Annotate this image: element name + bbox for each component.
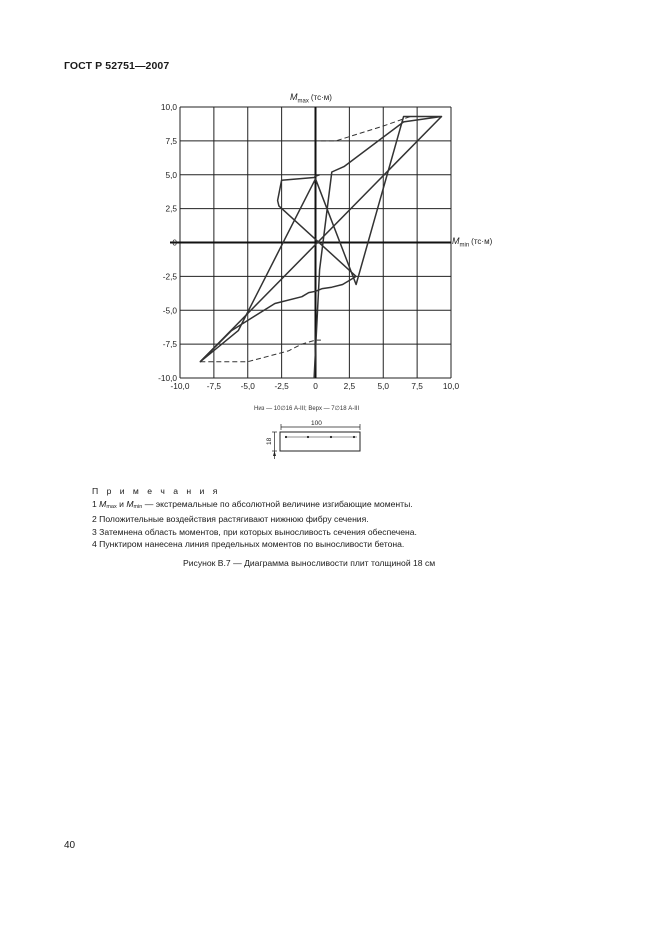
x-tick-label: 5,0 — [377, 381, 390, 391]
x-tick-label: -7,5 — [206, 381, 222, 391]
series-diagonal — [200, 117, 441, 362]
notes-block — [92, 485, 417, 551]
y-tick-label: 0 — [172, 237, 177, 248]
y-tick-label: 7,5 — [165, 135, 177, 146]
x-axis-label: $M_{min}$ (тс·м) — [452, 236, 493, 249]
note-3: 3 Затемнена область моментов, при которых выносливость сечения обеспечена. — [92, 526, 417, 537]
y-tick-label: -7,5 — [162, 339, 177, 350]
section-width-label: 100 — [311, 420, 322, 427]
x-tick-label: -5,0 — [240, 381, 255, 391]
x-tick-label: -2,5 — [274, 381, 289, 391]
page-number: 40 — [64, 840, 76, 851]
chart-axes — [170, 107, 451, 378]
rebar-dot — [330, 436, 332, 438]
chart-tick-labels — [158, 102, 459, 391]
y-tick-label: -5,0 — [162, 305, 177, 316]
y-tick-label: -10,0 — [158, 373, 177, 383]
cross-section-sketch — [272, 424, 360, 459]
chart-series — [200, 117, 441, 379]
rebar-dot — [285, 436, 287, 438]
figure-caption: Рисунок В.7 — Диаграмма выносливости плит толщиной 18 см — [183, 558, 436, 568]
x-tick-label: -10,0 — [170, 381, 190, 391]
y-tick-label: -2,5 — [162, 271, 177, 282]
note-1: 1 Mmax и Mmin — экстремальные по абсолютной величине изгибающие моменты. — [92, 498, 413, 510]
rebar-dot — [307, 436, 309, 438]
document-header: ГОСТ Р 52751—2007 — [64, 60, 170, 72]
notes-title: П р и м е ч а н и я — [92, 486, 221, 496]
series-upper-limit — [321, 117, 442, 141]
section-height-label: 18 — [266, 437, 273, 445]
reinforcement-label: Низ — 10∅16 А-III; Верх — 7∅18 А-III — [254, 406, 360, 412]
note-4: 4 Пунктиром нанесена линия предельных моментов по выносливости бетона. — [92, 539, 405, 550]
y-tick-label: 5,0 — [165, 169, 177, 180]
y-tick-label: 2,5 — [165, 203, 177, 214]
x-tick-label: 10,0 — [442, 381, 460, 391]
y-tick-label: 10,0 — [160, 102, 177, 112]
y-axis-label: $M_{max}$ (тс·м) — [290, 92, 332, 105]
x-tick-label: 7,5 — [411, 381, 423, 391]
x-tick-label: 0 — [313, 381, 318, 391]
series-fatigue-envelope — [200, 117, 441, 379]
note-2: 2 Положительные воздействия растягивают нижнюю фибру сечения. — [92, 514, 369, 525]
rebar-dot — [353, 436, 355, 438]
x-tick-label: 2,5 — [343, 381, 356, 391]
